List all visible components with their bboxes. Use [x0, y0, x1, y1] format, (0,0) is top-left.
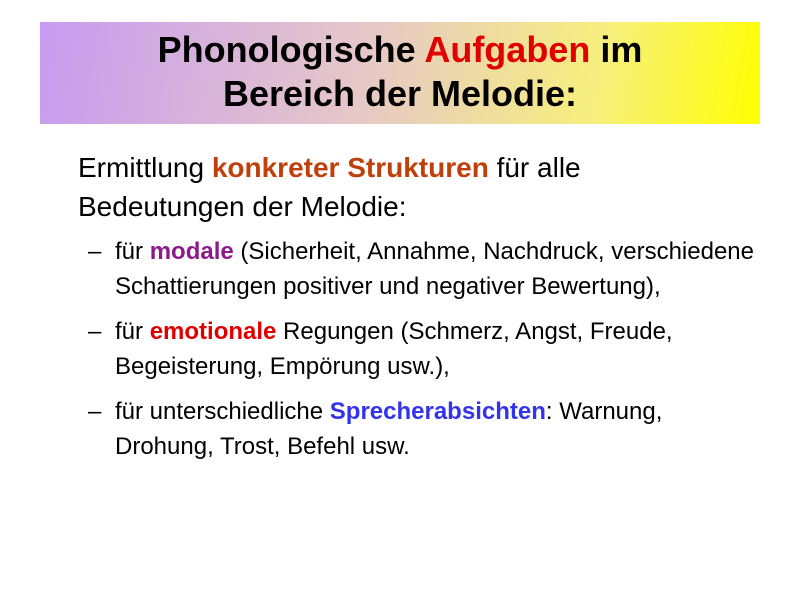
bullet-pre: für: [115, 238, 150, 265]
bullet-keyword: modale: [149, 238, 234, 265]
slide-title: [40, 28, 760, 116]
lead-highlight: konkreter Strukturen: [211, 152, 489, 183]
bullet-rest: : Warnung, Drohung, Trost, Befehl usw.: [115, 398, 663, 460]
lead-post1: für alle: [488, 152, 581, 183]
title-accent-word: Aufgaben: [424, 29, 591, 70]
bullet-dash: –: [88, 398, 102, 425]
bullet-item-modale: [78, 234, 758, 304]
bullet-item-emotionale: [78, 314, 758, 384]
bullet-pre: für unterschiedliche: [115, 398, 330, 425]
slide-body: [78, 148, 758, 474]
title-part2: im: [590, 29, 643, 70]
bullet-dash: –: [88, 318, 102, 345]
bullet-pre: für: [115, 318, 150, 345]
lead-pre: Ermittlung: [78, 152, 212, 183]
bullet-dash: –: [88, 238, 102, 265]
lead-post2: Bedeutungen der Melodie:: [78, 191, 407, 222]
title-part1: Phonologische: [157, 29, 425, 70]
title-line2: Bereich der Melodie:: [222, 73, 578, 114]
lead-paragraph: [78, 148, 758, 226]
bullet-keyword: Sprecherabsichten: [329, 398, 546, 425]
bullet-keyword: emotionale: [149, 318, 277, 345]
bullet-item-sprecherabsichten: [78, 394, 758, 464]
bullet-rest: (Sicherheit, Annahme, Nachdruck, verschiedene Schattierungen positiver und negativer Bewertung),: [115, 238, 754, 300]
bullet-rest: Regungen (Schmerz, Angst, Freude, Begeisterung, Empörung usw.),: [115, 318, 673, 380]
bullet-list: [78, 234, 758, 464]
